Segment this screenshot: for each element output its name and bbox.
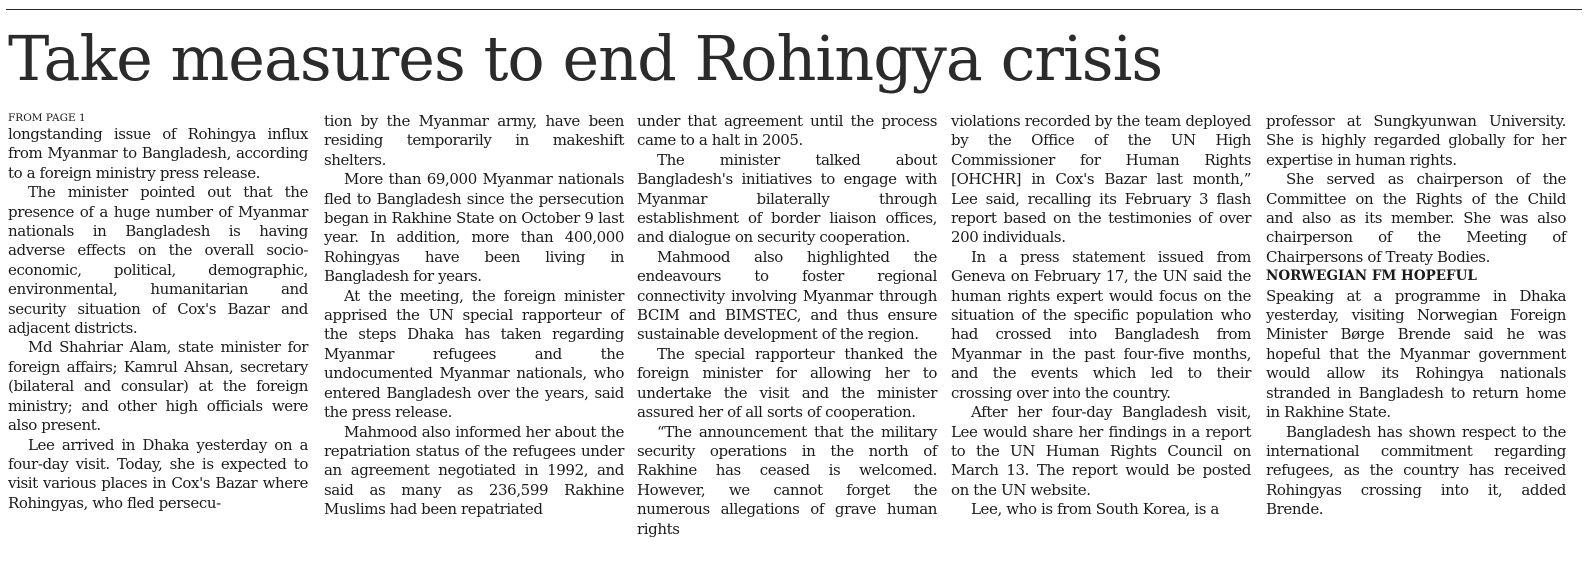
paragraph: Mahmood also informed her about the repatriation status of the refugees under an agreement negotiated in 1992, and said as many as 236,599 Rakhine Muslims had been repatriated xyxy=(324,422,624,519)
paragraph: Lee arrived in Dhaka yesterday on a four-day visit. Today, she is expected to visit various places in Cox's Bazar where Rohingyas, who fled persecu- xyxy=(8,435,308,512)
paragraph: professor at Sungkyunwan University. She is highly regarded globally for her expertise in human rights. xyxy=(1266,112,1566,169)
paragraph: The minister pointed out that the presence of a huge number of Myanmar nationals in Bangladesh is having adverse effects on the overall socio-economic, political, demographic, environmental, humanitarian and security situation of Cox's Bazar and adjacent districts. xyxy=(8,183,308,338)
paragraph: Lee, who is from South Korea, is a xyxy=(971,500,1219,519)
paragraph: Md Shahriar Alam, state minister for foreign affairs; Kamrul Ahsan, secretary (bilateral and consular) at the foreign ministry; and other high officials were also present. xyxy=(8,338,308,435)
paragraph: under that agreement until the process came to a halt in 2005. xyxy=(637,112,937,150)
paragraph: Bangladesh has shown respect to the international commitment regarding refugees, as the country has received Rohingyas crossing into it, added Brende. xyxy=(1266,422,1566,519)
paragraph: The special rapporteur thanked the foreign minister for allowing her to undertake the visit and the minister assured her of all sorts of cooperation. xyxy=(637,344,937,422)
paragraph: tion by the Myanmar army, have been residing temporarily in makeshift shelters. xyxy=(324,112,624,169)
paragraph: In a press statement issued from Geneva on February 17, the UN said the human rights expert would focus on the situation of the specific population who had crossed into Bangladesh from Myanmar in the past four-five months, and the events which led to their crossing over into the country. xyxy=(951,247,1251,402)
column-4 xyxy=(951,112,1251,520)
paragraph: She served as chairperson of the Committee on the Rights of the Child and also as its member. She was also chairperson of the Meeting of Chairpersons of Treaty Bodies. xyxy=(1266,170,1566,266)
paragraph: More than 69,000 Myanmar nationals fled to Bangladesh since the persecution began in Rakhine State on October 9 last year. In addition, more than 400,000 Rohingyas have been living in Bangladesh for years. xyxy=(324,170,624,286)
top-rule xyxy=(6,9,1582,10)
article-body xyxy=(8,112,1580,562)
paragraph: After her four-day Bangladesh visit, Lee would share her findings in a report to the UN Human Rights Council on March 13. The report would be posted on the UN website. xyxy=(951,403,1251,499)
paragraph: Speaking at a programme in Dhaka yesterday, visiting Norwegian Foreign Minister Børge Brende said he was hopeful that the Myanmar government would allow its Rohingya nationals stranded in Bangladesh to return home in Rakhine State. xyxy=(1266,286,1566,422)
paragraph: violations recorded by the team deployed by the Office of the UN High Commissioner for Human Rights [OHCHR] in Cox's Bazar last month,” Lee said, recalling its February 3 flash report based on the testimonies of over 200 individuals. xyxy=(951,112,1251,247)
paragraph: The minister talked about Bangladesh's initiatives to engage with Myanmar bilaterally through establishment of border liaison offices, and dialogue on security cooperation. xyxy=(637,150,937,247)
column-2 xyxy=(324,112,624,520)
section-subhead: NORWEGIAN FM HOPEFUL xyxy=(1266,268,1477,285)
paragraph: longstanding issue of Rohingya influx from Myanmar to Bangladesh, according to a foreign ministry press release. xyxy=(8,125,308,182)
column-5 xyxy=(1266,112,1566,520)
paragraph: “The announcement that the military security operations in the north of Rakhine has ceased is welcomed. However, we cannot forget the numerous allegations of grave human rights xyxy=(637,422,937,538)
paragraph: Mahmood also highlighted the endeavours to foster regional connectivity involving Myanmar through BCIM and BIMSTEC, and thus ensure sustainable development of the region. xyxy=(637,247,937,344)
continued-from-kicker: FROM PAGE 1 xyxy=(8,112,86,124)
paragraph: At the meeting, the foreign minister apprised the UN special rapporteur of the steps Dhaka has taken regarding Myanmar refugees and the undocumented Myanmar nationals, who entered Bangladesh over the years, said the press release. xyxy=(324,286,624,422)
column-1 xyxy=(8,112,308,513)
column-3 xyxy=(637,112,937,539)
headline: Take measures to end Rohingya crisis xyxy=(8,22,1163,95)
